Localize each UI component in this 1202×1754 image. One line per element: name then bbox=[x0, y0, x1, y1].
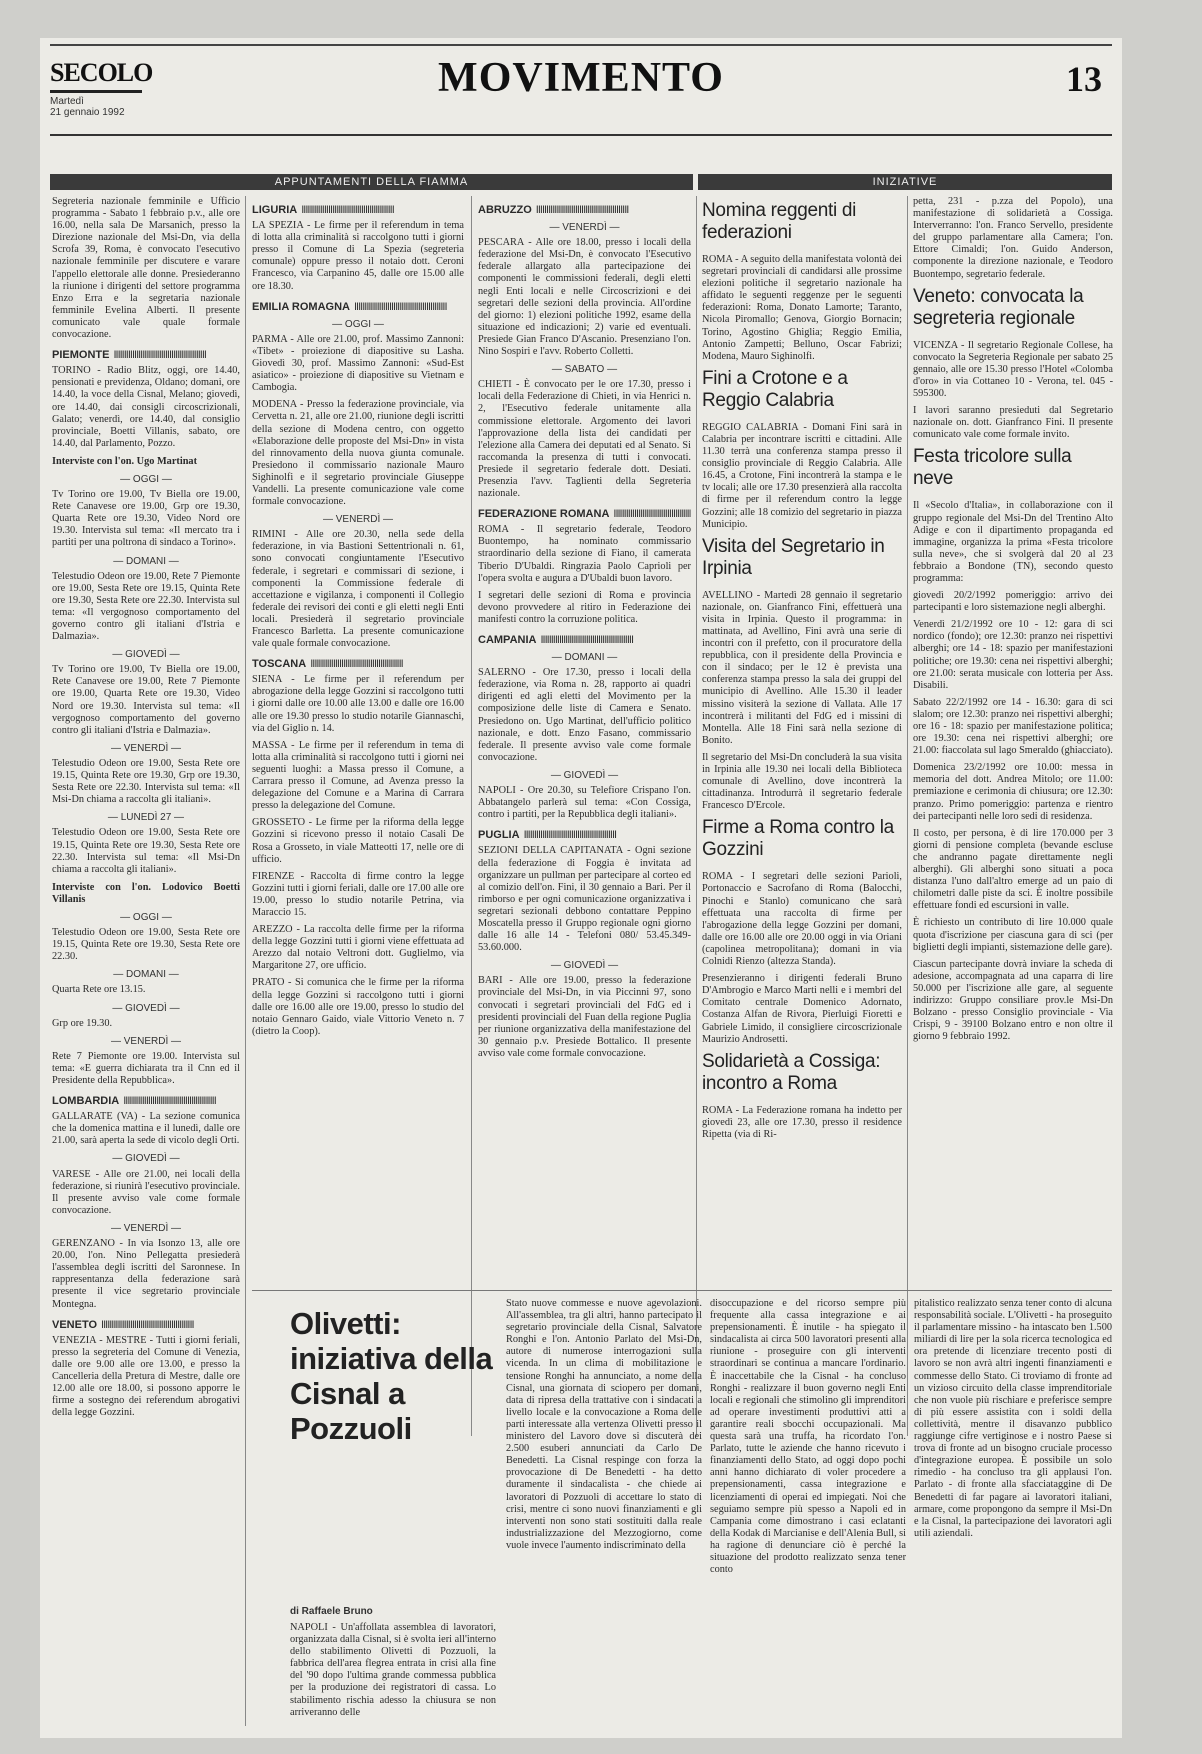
article-text: È richiesto un contributo di lire 10.000 quale quota d'iscrizione per ciascuna gara di sci (per biglietti degli impianti, sistemazione delle gare). bbox=[913, 917, 1113, 953]
article-text: Domenica 23/2/1992 ore 10.00: messa in memoria del dott. Andrea Mitolo; ore 11.00: premiazione e cerimonia di chiusura; ore 12.30: pranzo. Primo pomeriggio: partenza e rientro dei partecipanti nelle loro sedi di residenza. bbox=[913, 762, 1113, 822]
region-veneto: VENETO IIIIIIIIIIIIIIIIIIIIIIIIIIIIIIIIIIIIIIIIIIIII bbox=[52, 1319, 240, 1331]
day-label: — GIOVEDÌ — bbox=[112, 1002, 180, 1014]
notice-grosseto: GROSSETO - Le firme per la riforma della legge Gozzini si ricevono presso il notaio Casali De Rosa a Grosseto, in viale Matteotti 17, nelle ore di ufficio. bbox=[252, 817, 464, 865]
olivetti-column-d bbox=[914, 1298, 1112, 1732]
column-separator bbox=[696, 196, 697, 1436]
appointments-banner: APPUNTAMENTI DELLA FIAMMA bbox=[50, 174, 693, 190]
day-label: — OGGI — bbox=[120, 911, 172, 923]
header-rule bbox=[50, 134, 1112, 136]
olivetti-headline: Olivetti: iniziativa della Cisnal a Pozzuoli bbox=[290, 1306, 493, 1446]
day-label: — DOMANI — bbox=[113, 969, 179, 981]
article-title: Veneto: convocata la segreteria regionale bbox=[913, 285, 1084, 329]
article-text: giovedì 20/2/1992 pomeriggio: arrivo dei partecipanti e loro sistemazione negli alberghi. bbox=[913, 590, 1113, 614]
notice-venezia: VENEZIA - MESTRE - Tutti i giorni feriali, presso la segreteria del Comune di Venezia, dalle ore 9.00 alle ore 13.00, e presso la Cancelleria della Pretura di Mestre, dalle ore 12.00 alle ore 18.00, si possono apporre le firme a sostegno dei referendum abrogativi della legge Gozzini. bbox=[52, 1334, 240, 1419]
article-text: Il segretario del Msi-Dn concluderà la sua visita in Irpinia alle 19.30 nei locali della Biblioteca comunale di Avellino, dove incontrerà la cittadinanza. Introdurrà il segretario federale Francesco D'Ercole. bbox=[702, 751, 902, 812]
notice-siena: SIENA - Le firme per il referendum per abrogazione della legge Gozzini si raccolgono tutti i giorni dalle ore 10.00 alle 13.00 e dalle ore 16.00 alle ore 19.30 presso lo studio notarile Giannaschi, via del Giglio n. 14. bbox=[252, 674, 464, 734]
column-4 bbox=[702, 196, 902, 1436]
article-text: REGGIO CALABRIA - Domani Fini sarà in Calabria per incontrare iscritti e cittadini. Alle 11.30 terrà una conferenza stampa presso il consiglio provinciale di Reggio Calabria. Alle 16.45, a Crotone, Fini incontrerà la stampa e le tv locali; alle ore 17.30 presenzierà alla raccolta di firme per il referendum contro la legge Gozzini; alle 18 comizio del segretario in piazza Municipio. bbox=[702, 421, 902, 530]
day-label: — VENERDÌ — bbox=[110, 1035, 181, 1047]
notice-roma-2: I segretari delle sezioni di Roma e provincia devono provvedere al ritiro in Federazione dei manifesti contro la corruzione politica. bbox=[478, 589, 691, 625]
column-separator bbox=[245, 196, 246, 1726]
page-number: 13 bbox=[1066, 59, 1102, 99]
intro-notice: Segreteria nazionale femminile e Ufficio programma - Sabato 1 febbraio p.v., alle ore 16.00, nella sala De Marsanich, presso la Direzione nazionale del Msi-Dn, via della Scrofa 39, Roma, è convocato l'esecutivo nazionale femminile per discutere e varare l'appello elettorale alle donne. Presiederanno la riunione i dirigenti del settore programma Enzo Erra e la segretaria nazionale femminile Evelina Alberti. Il presente comunicato vale quale formale convocazione. bbox=[52, 196, 240, 341]
newspaper-page bbox=[40, 38, 1122, 1738]
notice-salerno: SALERNO - Ore 17.30, presso i locali della federazione, via Roma n. 28, rapporto ai quadri dirigenti ed agli eletti del Movimento per la composizione delle liste di Camera e Senato. Presiedono on. Ugo Martinat, dell'ufficio politico nazionale, e dott. Enzo Fasano, commissario federale. Il presente avviso vale come formale convocazione. bbox=[478, 667, 691, 763]
olivetti-column-b bbox=[506, 1298, 702, 1732]
notice-parma: PARMA - Alle ore 21.00, prof. Massimo Zannoni: «Tibet» - proiezione di diapositive su Lasha. Giovedì 30, prof. Massimo Zannoni: «Sud-Est asiatico» - proiezione di diapositive su Vietnam e Cambogia. bbox=[252, 333, 464, 394]
column-separator bbox=[907, 196, 908, 1436]
article-text: Il «Secolo d'Italia», in collaborazione con il gruppo regionale del Msi-Dn del Trentino Alto Adige e con il dipartimento propaganda ed immagine, organizza la prima «Festa tricolore sulla neve», che si svolgerà dal 20 al 23 febbraio a Bondone (TN), secondo questo programma: bbox=[913, 500, 1113, 584]
notice-varese: VARESE - Alle ore 21.00, nei locali della federazione, si riunirà l'esecutivo provinciale. Il presente avviso vale come formale convocazione. bbox=[52, 1168, 240, 1216]
article-title: Festa tricolore sulla neve bbox=[913, 446, 1072, 490]
article-text: Presenzieranno i dirigenti federali Bruno D'Ambrogio e Marco Marti nelli e i membri del Comitato centrale Domenico Adornato, Costanza Alfan de Rivora, Pierluigi Fioretti e Gabriele Limido, il consigliere circoscrizionale Maurizio Androsetti. bbox=[702, 973, 902, 1045]
day-label: — DOMANI — bbox=[551, 652, 618, 664]
region-puglia: PUGLIA IIIIIIIIIIIIIIIIIIIIIIIIIIIIIIIIIIIIIIIIIIIII bbox=[478, 829, 691, 841]
article-title: Fini a Crotone e a Reggio Calabria bbox=[702, 367, 848, 411]
day-label: — SABATO — bbox=[551, 364, 618, 376]
region-campania: CAMPANIA IIIIIIIIIIIIIIIIIIIIIIIIIIIIIIIIIIIIIIIIIIIII bbox=[478, 634, 691, 646]
region-emilia-romagna: EMILIA ROMAGNA IIIIIIIIIIIIIIIIIIIIIIIIIIIIIIIIIIIIIIIIIIIII bbox=[252, 301, 464, 313]
column-3 bbox=[478, 196, 691, 1436]
notice-roma: ROMA - Il segretario federale, Teodoro Buontempo, ha nominato commissario straordinario della sezione di Fiano, il camerata Tiberio D'Ubaldi. Ringrazia Paolo Caprioli per l'opera svolta e augura a D'Ubaldi buon lavoro. bbox=[478, 524, 691, 584]
article-title: Solidarietà a Cossiga: incontro a Roma bbox=[702, 1050, 881, 1094]
article-text: I lavori saranno presieduti dal Segretario nazionale on. dott. Gianfranco Fini. Il presente comunicato vale come formale invito. bbox=[913, 405, 1113, 441]
day-label: — DOMANI — bbox=[113, 555, 179, 567]
day-label: — OGGI — bbox=[332, 318, 384, 330]
notice-rimini: RIMINI - Alle ore 20.30, nella sede della federazione, in via Bastioni Settentrionali n. 61, sono convocati congiuntamente l'Esecutivo federale, i segretari e commissari di sezione, i componenti la Commissione federale di accettazione e vigilanza, i componenti il Collegio federale dei revisori dei conti e gli eletti negli Enti locali. Presiederà il segretario provinciale Francesco Barletta. La presente comunicazione vale quale formale convocazione. bbox=[252, 529, 464, 650]
notice-bari: BARI - Alle ore 19.00, presso la federazione provinciale del Msi-Dn, in via Piccinni 97, sono convocati i segretari provinciali del FdG ed i presidenti provinciali del Fuan della regione Puglia per riunione organizzativa della manifestazione del 30 gennaio p.v. Presiede Bottalico. Il presente avviso vale come formale convocazione. bbox=[478, 975, 691, 1059]
day-label: — GIOVEDÌ — bbox=[550, 769, 619, 781]
notice-text: Telestudio Odeon ore 19.00, Sesta Rete ore 19.15, Quinta Rete ore 19.30, Grp ore 19.30, Sesta Rete ore 22.30. Intervista sul tema: «Il Msi-Dn chiama a raccolta gli italiani». bbox=[52, 757, 240, 806]
notice-massa: MASSA - Le firme per il referendum in tema di lotta alla criminalità si raccolgono tutti i giorni nei seguenti luoghi: a Massa presso il Comune, a Carrara presso il Comune, ad Avenza presso la delegazione del Comune e a Marina di Carrara presso la delegazione del Comune. bbox=[252, 739, 464, 812]
article-divider bbox=[252, 1290, 1112, 1291]
olivetti-column-a bbox=[290, 1622, 496, 1732]
notice-modena: MODENA - Presso la federazione provinciale, via Cervetta n. 21, alle ore 21.00, riunione degli iscritti della sezione di Modena centro, con oggetto «Elaborazione delle proposte del Msi-Dn» in vista del rinnovamento della nuova giunta comunale. Presiedono il commissario nazionale Mauro Sighinolfi e il segretario provinciale Giuseppe Vandelli. La presente comunicazione vale come formale convocazione. bbox=[252, 399, 464, 508]
region-abruzzo: ABRUZZO IIIIIIIIIIIIIIIIIIIIIIIIIIIIIIIIIIIIIIIIIIIII bbox=[478, 204, 691, 216]
day-label: — VENERDÌ — bbox=[110, 742, 181, 754]
masthead bbox=[50, 46, 1112, 116]
notice-text: Rete 7 Piemonte ore 19.00. Intervista sul tema: «E guerra dichiarata tra il Cnn ed il Presidente della Repubblica». bbox=[52, 1050, 240, 1086]
interviews-heading-1: Interviste con l'on. Ugo Martinat bbox=[52, 455, 197, 467]
article-title: Visita del Segretario in Irpinia bbox=[702, 535, 885, 579]
day-label: — OGGI — bbox=[120, 473, 172, 485]
day-label: — VENERDÌ — bbox=[549, 222, 620, 234]
day-label: — VENERDÌ — bbox=[110, 1222, 181, 1234]
notice-gerenzano: GERENZANO - In via Isonzo 13, alle ore 20.00, l'on. Nino Pellegatta presiederà l'assemblea degli iscritti del Saronnese. In rappresentanza della federazione sarà presente il vice segretario provinciale Montegna. bbox=[52, 1238, 240, 1310]
column-2 bbox=[252, 196, 464, 1436]
article-text: NAPOLI - Un'affollata assemblea di lavoratori, organizzata dalla Cisnal, si è svolta ieri all'interno dello stabilimento Olivetti di Pozzuoli, la fabbrica dell'area flegrea entrata in crisi alla fine del '90 dopo l'ultima grande commessa pubblica per la produzione dei registratori di cassa. Lo stabilimento rischia adesso la chiusura se non arriveranno delle bbox=[290, 1622, 496, 1718]
notice-napoli: NAPOLI - Ore 20.30, su Telefiore Crispano l'on. Abbatangelo parlerà sul tema: «Con Cossiga, contro i partiti, per la Repubblica degli italiani». bbox=[478, 785, 691, 821]
notice-text: Quarta Rete ore 13.15. bbox=[52, 984, 146, 996]
article-title: Firme a Roma contro la Gozzini bbox=[702, 817, 894, 861]
article-text: Stato nuove commesse e nuove agevolazioni. All'assemblea, tra gli altri, hanno partecipato il segretario provinciale della Cisnal, Salvatore Ronghi e l'on. Antonio Parlato del Msi-Dn, autore di numerose interrogazioni sulla vicenda. In un clima di mobilitazione e tensione Ronghi ha annunciato, a nome della Cisnal, una giornata di sciopero per domani, data di ripresa della trattative con i sindacati a livello locale e la convocazione a Roma delle parti interessate alla vertenza Olivetti presso il ministero del Lavoro dove si discuterà dei 2.500 esuberi annunciati da Carlo De Benedetti. La Cisnal respinge con forza la provocazione di De Benedetti - ha detto duramente il sindacalista - che chiede ai lavoratori di Pozzuoli di accettare lo stato di crisi, mentre ci sono nuovi finanziamenti e gli interventi non sono stati sostituiti dalla reale industrializzazione del Mezzogiorno, come vuole invece l'aumento indiscriminato della bbox=[506, 1298, 702, 1551]
interviews-heading-2: Interviste con l'on. Lodovico Boetti Villanis bbox=[52, 881, 240, 905]
article-title: Nomina reggenti di federazioni bbox=[702, 200, 857, 243]
column-1 bbox=[52, 196, 240, 1726]
notice-text: Grp ore 19.30. bbox=[52, 1017, 113, 1029]
article-text: Il costo, per persona, è di lire 170.000 per 3 giorni di pensione completa (bevande escluse che andranno pagate direttamente negli alberghi). Gli alberghi sono situati a poca distanza l'uno dall'altro emerge ad un paio di chilometri dalle piste da sci. È inoltre possibile effettuare fondi ed escursioni in valle. bbox=[913, 827, 1113, 912]
article-text: disoccupazione e del ricorso sempre più frequente alla cassa integrazione e ai prepensionamenti. È inutile - ha spiegato il sindacalista ai circa 500 lavoratori presenti alla riunione - proseguire con gli interventi straordinari se continua a mancare l'ordinario. È inaccettabile che la Cisnal - ha concluso Ronghi - realizzare il buon governo negli Enti locali e regionali che stimolino gli imprenditori ad operare investimenti produttivi atti a garantire reali sbocchi occupazionali. Ma questa sarà una truffa, ha ricordato l'on. Parlato, tutte le aziende che hanno ricevuto i finanziamenti dello Stato, ad oggi dopo pochi anni hanno dichiarato di voler procedere a prepensionamenti, cassa integrazione e licenziamenti di operai ed impiegati. Noi che seguiamo sempre più spesso a Napoli ed in Campania come dimostrano i casi eclatanti della Kodak di Marcianise e dell'Alenia Bull, si ha ragione di denunciare ciò è perché la situazione del prodotto realizzato senza tener conto bbox=[710, 1298, 906, 1576]
article-text: AVELLINO - Martedì 28 gennaio il segretario nazionale, on. Gianfranco Fini, effettuerà una visita in Irpinia. Questo il programma: in mattinata, ad Avellino, Fini avrà una serie di incontri con il prefetto, con il procuratore della repubblica, con il presidente della Provincia e con il sindaco; per le 12 è prevista una conferenza stampa presso la sala dei gruppi del municipio di Avellino. Alle 15.30 il leader missino visiterà la sezione di Vallata. Alle 17 incontrerà i militanti del FdG ed i missini di Montella. Alle 18 Fini sarà nella sezione di Bonito. bbox=[702, 589, 902, 746]
day-label: — VENERDÌ — bbox=[322, 514, 393, 526]
initiatives-banner: INIZIATIVE bbox=[698, 174, 1112, 190]
column-5 bbox=[913, 196, 1113, 1436]
notice-pescara: PESCARA - Alle ore 18.00, presso i locali della federazione del Msi-Dn, è convocato l'Esecutivo federale allargato alla partecipazione dei componenti le commissioni federali, degli eletti negli Enti locali e nelle Circoscrizioni e dei segretari delle sezioni della provincia. All'ordine del giorno: 1) elezioni politiche 1992, esame della situazione ed indicazioni; 2) varie ed eventuali. Presiede Gian Franco D'Ascanio. Presenziano l'on. Nino Sospiri e l'avv. Roberto Colletti. bbox=[478, 237, 691, 358]
article-text: Sabato 22/2/1992 ore 14 - 16.30: gara di sci slalom; ore 12.30: pranzo nei rispettivi alberghi; ore 16 - 18: spazio per manifestazione politica; ore 19.30: cena nei rispettivi alberghi; ore 21.00: fiaccolata sul lago Smeraldo (ghiacciato). bbox=[913, 696, 1113, 757]
byline: di Raffaele Bruno bbox=[290, 1606, 373, 1617]
article-text: ROMA - A seguito della manifestata volontà dei segretari provinciali di candidarsi alle prossime elezioni politiche il segretario nazionale ha affidato le seguenti reggenze per le seguenti federazioni: Roma, Donato Lamorte; Taranto, Nicola Piromallo; Genova, Giorgio Bornacin; Torino, Agostino Ghiglia; Reggio Emilia, Antonio Zampetti; Belluno, Oscar Fabrizi; Modena, Mauro Sighinolfi. bbox=[702, 254, 902, 362]
notice-text: Telestudio Odeon ore 19.00, Sesta Rete ore 19.15, Quinta Rete ore 19.30, Sesta Rete ore 22.30. bbox=[52, 927, 240, 963]
article-text: ROMA - I segretari delle sezioni Parioli, Portonaccio e Sacrofano di Roma (Balocchi, Pinochi e Stanlo) comunicano che sarà effettuata una raccolta di firme per l'abrogazione della legge Gozzini per domani, dalle ore 16.00 alle ore 20.00 oggi in via Oriani (capolinea metropolitana); domani in via Colnidi Rienzo (altezza Standa). bbox=[702, 871, 902, 968]
date: 21 gennaio 1992 bbox=[50, 107, 125, 118]
article-text: pitalistico realizzato senza tener conto di alcuna responsabilità sociale. L'Olivetti - ha proseguito il parlamentare missino - ha intascato ben 1.500 miliardi di lire per la sola ricerca tecnologica ed ora pretende di licenziare trecento posti di lavoro se non avrà altri ingenti finanziamenti e commesse dello Stato. Ci troviamo di fronte ad un vizioso circuito della classe imprenditoriale che non vuole più rischiare e preferisce sempre di più essere assistita con i soldi della collettività, mentre il disavanzo pubblico raggiunge cifre vertiginose e i nostro Paese si trova di fronte ad un bisogno cruciale processo d'integrazione europea. È possibile un solo rimedio - ha concluso tra gli applausi l'on. Parlato - di fronte alla sfacciataggine di De Benedetti di far pagare ai lavoratori italiani, armare, come propongono da sempre il Msi-Dn e la Cisnal, la partecipazione dei lavoratori agli utili aziendali. bbox=[914, 1298, 1112, 1539]
notice-text: Telestudio Odeon ore 19.00, Sesta Rete ore 19.15, Quinta Rete ore 19.30, Sesta Rete ore 22.30. Intervista sul tema: «Il Msi-Dn chiama a raccolta gli italiani». bbox=[52, 827, 240, 875]
weekday: Martedì bbox=[50, 96, 84, 107]
notice-prato: PRATO - Si comunica che le firme per la riforma della legge Gozzini si raccolgono tutti i giorni dalle ore 16.00 alle ore 19.00, presso lo studio del notaio Gennaro Gaido, viale Vittorio Veneto n. 7 (dietro la Coop). bbox=[252, 977, 464, 1037]
notice-torino: TORINO - Radio Blitz, oggi, ore 14.40, pensionati e previdenza, Oldano; domani, ore 14.40, la voce della Cisnal, Melano; giovedì, ore 14.40, dai consigli circoscrizionali, Galato; venerdì, ore 14.40, dal consiglio provinciale, Boetti Villanis, sabato, ore 14.40, dal Parlamento, Pozzo. bbox=[52, 365, 240, 449]
region-lombardia: LOMBARDIA IIIIIIIIIIIIIIIIIIIIIIIIIIIIIIIIIIIIIIIIIIIII bbox=[52, 1095, 240, 1107]
region-toscana: TOSCANA IIIIIIIIIIIIIIIIIIIIIIIIIIIIIIIIIIIIIIIIIIIII bbox=[252, 658, 464, 670]
newspaper-logo: SECOLO bbox=[50, 58, 153, 87]
region-federazione-romana: FEDERAZIONE ROMANA IIIIIIIIIIIIIIIIIIIIIIIIIIIIIIIIIIIIIIIIIIIII bbox=[478, 508, 691, 520]
article-text: Venerdì 21/2/1992 ore 10 - 12: gara di sci nordico (fondo); ore 12.30: pranzo nei rispettivi alberghi; ore 14 - 18: spazio per manifestazioni politiche; ore 19.30: cena nei rispettivi alberghi; ore 21.00: serata musicale con lotteria per Ass. Disabili. bbox=[913, 619, 1113, 691]
section-title: MOVIMENTO bbox=[438, 55, 724, 101]
column-separator bbox=[471, 196, 472, 1436]
day-label: — GIOVEDÌ — bbox=[112, 649, 180, 661]
day-label: — GIOVEDÌ — bbox=[550, 960, 619, 972]
olivetti-column-c bbox=[710, 1298, 906, 1732]
notice-text: Tv Torino ore 19.00, Tv Biella ore 19.00, Rete Canavese ore 19.00, Rete 7 Piemonte ore 19.00, Quarta Rete ore 19.30, Video Nord ore 19.30. Intervista sul tema: «Il vergognoso comportamento del governo contro gli italiani d'Istria e Dalmazia». bbox=[52, 664, 240, 736]
article-text: ROMA - La Federazione romana ha indetto per giovedì 23, alle ore 17.30, presso il residence Ripetta (via di Ri- bbox=[702, 1104, 902, 1140]
notice-firenze: FIRENZE - Raccolta di firme contro la legge Gozzini tutti i giorni feriali, dalle ore 17.00 alle ore 19.00, presso lo studio notarile Petrina, via Maraccio 15. bbox=[252, 870, 464, 918]
region-piemonte: PIEMONTE IIIIIIIIIIIIIIIIIIIIIIIIIIIIIIIIIIIIIIIIIIIII bbox=[52, 349, 240, 361]
notice-arezzo: AREZZO - La raccolta delle firme per la riforma della legge Gozzini tutti i giorni viene effettuata ad Arezzo dal notaio Veltroni dott. Guglielmo, via Margaritone 27, ore ufficio. bbox=[252, 924, 464, 972]
region-liguria: LIGURIA IIIIIIIIIIIIIIIIIIIIIIIIIIIIIIIIIIIIIIIIIIIII bbox=[252, 204, 464, 216]
notice-gallarate: GALLARATE (VA) - La sezione comunica che la domenica mattina e il lunedì, dalle ore 21.00, sarà aperta la sede di vicolo degli Orti. bbox=[52, 1111, 240, 1147]
notice-laspezia: LA SPEZIA - Le firme per il referendum in tema di lotta alla criminalità si raccolgono tutti i giorni presso il Comune di La Spezia (segreteria comunale) oppure presso il notaio dott. Ceroni Francesco, via Carpanino 45, dalle ore 15.00 alle ore 18.30. bbox=[252, 220, 464, 292]
notice-capitanata: SEZIONI DELLA CAPITANATA - Ogni sezione della federazione di Foggia è invitata ad organizzare un pullman per partecipare al corteo ed al comizio dell'on. Fini, il 30 gennaio a Bari. Per il rimborso e per ogni comunicazione organizzativa i segretari sezionali debbono contattare Peppino Moscatella presso il Gruppo regionale ogni giorno dalle 16 alle 14 - Telefoni 080/ 53.45.349-53.60.000. bbox=[478, 845, 691, 954]
notice-text: Telestudio Odeon ore 19.00, Rete 7 Piemonte ore 19.00, Sesta Rete ore 19.15, Quinta Rete ore 19.30, Sesta Rete ore 22.30. Intervista sul tema: «Il vergognoso comportamento del governo contro gli italiani d'Istria e Dalmazia». bbox=[52, 570, 240, 643]
article-text: petta, 231 - p.zza del Popolo), una manifestazione di solidarietà a Cossiga. Interverranno: l'on. Franco Servello, presidente del gruppo parlamentare alla Camera; l'on. Ettore Cimaldi; l'on. Guido Anderson, componente la direzione nazionale, e Teodoro Buontempo, segretario federale. bbox=[913, 196, 1113, 280]
article-text: VICENZA - Il segretario Regionale Collese, ha convocato la Segreteria Regionale per sabato 25 gennaio, alle ore 15.30 presso l'Hotel «Colomba d'oro» in via Cottaneo 10 - Verona, tel. 045 - 595300. bbox=[913, 339, 1113, 400]
day-label: — GIOVEDÌ — bbox=[112, 1153, 180, 1165]
notice-text: Tv Torino ore 19.00, Tv Biella ore 19.00, Rete Canavese ore 19.00, Grp ore 19.30, Quarta Rete ore 19.30, Video Nord ore 19.30. Intervista sul tema: «Il mercato tra i partiti per una poltrona di sindaco a Torino». bbox=[52, 489, 240, 549]
day-label: — LUNEDÌ 27 — bbox=[107, 812, 185, 824]
article-text: Ciascun partecipante dovrà inviare la scheda di adesione, accompagnata ad una caparra di lire 50.000 per l'iscrizione alle gare, al seguente indirizzo: Gruppo consiliare prov.le Msi-Dn Bolzano - presso Consiglio provinciale - Via Crispi, 9 - 39100 Bolzano entro e non oltre il giorno 9 febbraio 1992. bbox=[913, 958, 1113, 1043]
notice-chieti: CHIETI - È convocato per le ore 17.30, presso i locali della Federazione di Chieti, in via Henrici n. 2, l'Esecutivo federale unitamente alla commissione elettorale. Argomento dei lavori l'approvazione della lista dei candidati per l'elezione alla Camera dei deputati ed al Senato. Si raccomanda la presenza di tutti i convocati. Presiede il segretario federale dott. Desiati. Presenzia l'avv. Taglienti della Segreteria nazionale. bbox=[478, 379, 691, 500]
